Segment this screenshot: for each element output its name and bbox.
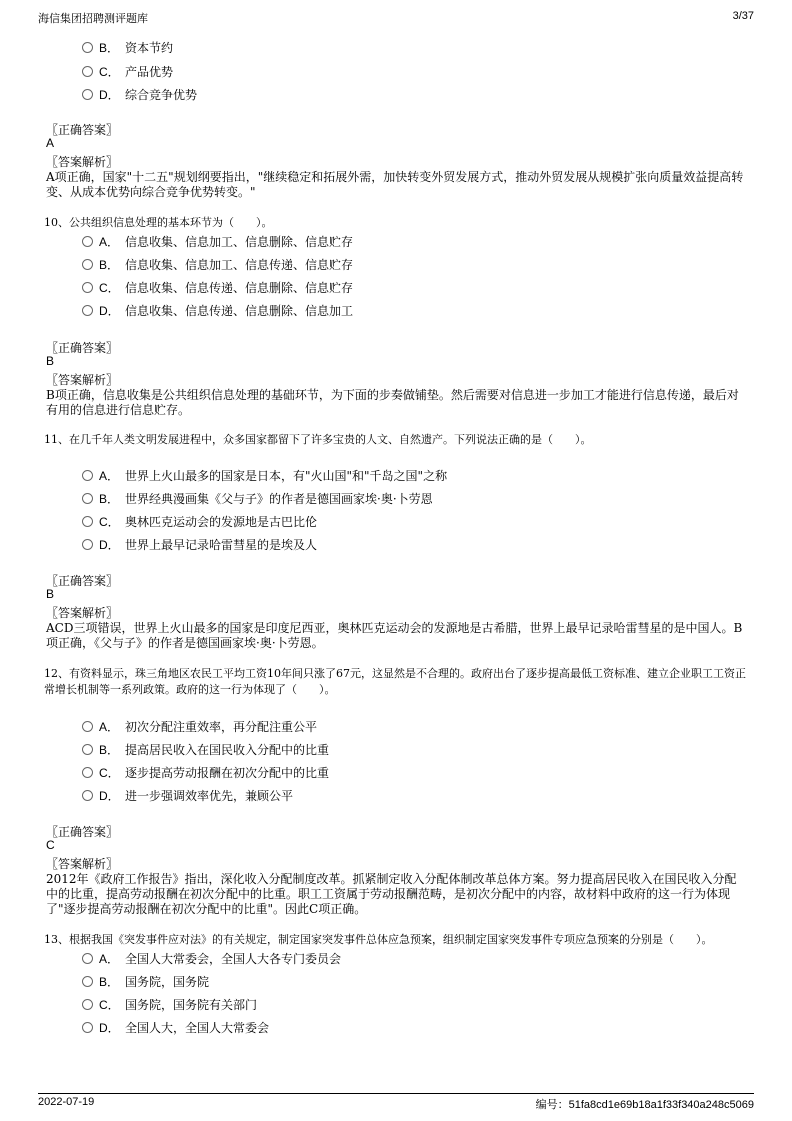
explain-text: A项正确，国家"十二五"规划纲要指出，"继续稳定和拓展外需，加快转变外贸发展方式，推动外贸发展从规模扩张向质量效益提高转变、从成本优势向综合竞争优势转变。": [46, 170, 744, 199]
radio-icon[interactable]: [82, 976, 93, 987]
radio-icon[interactable]: [82, 89, 93, 100]
explain-label: 〖答案解析〗: [46, 155, 119, 169]
option-b[interactable]: B． 提高居民收入在国民收入分配中的比重: [82, 739, 329, 759]
question-text: 12、有资料显示，珠三角地区农民工平均工资10年间只涨了67元，这显然是不合理的。政府出台了逐步提高最低工资标准、建立企业职工工资正常增长机制等一系列政策。政府的这一行为体现了（ ）。: [44, 667, 746, 696]
question-text: 13、根据我国《突发事件应对法》的有关规定，制定国家突发事件总体应急预案，组织制定国家突发事件专项应急预案的分别是（ ）。: [44, 933, 713, 946]
document-title: 海信集团招聘测评题库: [38, 12, 148, 25]
radio-icon[interactable]: [82, 470, 93, 481]
answer-value: B: [46, 354, 55, 368]
option-c[interactable]: C． 信息收集、信息传递、信息删除、信息贮存: [82, 277, 353, 297]
option-c[interactable]: C． 逐步提高劳动报酬在初次分配中的比重: [82, 762, 329, 782]
radio-icon[interactable]: [82, 493, 93, 504]
option-b[interactable]: B． 信息收集、信息加工、信息传递、信息贮存: [82, 254, 353, 274]
radio-icon[interactable]: [82, 999, 93, 1010]
explain-text: 2012年《政府工作报告》指出，深化收入分配制度改革。抓紧制定收入分配体制改革总体方案。努力提高居民收入在国民收入分配中的比重，提高劳动报酬在初次分配中的比重。职工工资属于劳动报酬范畴，是初次分配中的内容，故材料中政府的这一行为体现了"逐步提高劳动报酬在初次分配中的比重"。因此C项正确。: [46, 872, 737, 916]
option-a[interactable]: A． 世界上火山最多的国家是日本，有"火山国"和"千岛之国"之称: [82, 465, 447, 485]
footer-date: 2022-07-19: [38, 1096, 95, 1108]
answer-label: 〖正确答案〗: [46, 825, 119, 839]
option-c[interactable]: C． 产品优势: [82, 61, 173, 81]
question-text: 11、在几千年人类文明发展进程中，众多国家都留下了许多宝贵的人文、自然遗产。下列说法正确的是（ ）。: [44, 433, 592, 446]
explain-text: B项正确，信息收集是公共组织信息处理的基础环节，为下面的步奏做铺垫。然后需要对信息进一步加工才能进行信息传递，最后对有用的信息进行信息贮存。: [46, 388, 739, 417]
option-d[interactable]: D． 综合竞争优势: [82, 84, 197, 104]
option-c[interactable]: C． 国务院，国务院有关部门: [82, 994, 257, 1014]
radio-icon[interactable]: [82, 66, 93, 77]
option-b[interactable]: B． 国务院，国务院: [82, 971, 209, 991]
radio-icon[interactable]: [82, 790, 93, 801]
radio-icon[interactable]: [82, 953, 93, 964]
answer-value: C: [46, 838, 55, 852]
radio-icon[interactable]: [82, 516, 93, 527]
answer-value: A: [46, 136, 55, 150]
option-d[interactable]: D． 进一步强调效率优先，兼顾公平: [82, 785, 293, 805]
answer-label: 〖正确答案〗: [46, 123, 119, 137]
option-a[interactable]: A． 信息收集、信息加工、信息删除、信息贮存: [82, 231, 353, 251]
explain-label: 〖答案解析〗: [46, 606, 119, 620]
radio-icon[interactable]: [82, 236, 93, 247]
page-header: [38, 10, 754, 26]
option-c[interactable]: C． 奥林匹克运动会的发源地是古巴比伦: [82, 511, 317, 531]
page-number: 3/37: [732, 10, 754, 22]
explain-label: 〖答案解析〗: [46, 373, 119, 387]
option-d[interactable]: D． 全国人大，全国人大常委会: [82, 1017, 269, 1037]
radio-icon[interactable]: [82, 767, 93, 778]
option-b[interactable]: B． 资本节约: [82, 37, 173, 57]
option-d[interactable]: D． 信息收集、信息传递、信息删除、信息加工: [82, 300, 353, 320]
footer-code: 编号：51fa8cd1e69b18a1f33f340a248c5069: [535, 1099, 754, 1111]
explain-label: 〖答案解析〗: [46, 857, 119, 871]
answer-label: 〖正确答案〗: [46, 574, 119, 588]
radio-icon[interactable]: [82, 259, 93, 270]
radio-icon[interactable]: [82, 539, 93, 550]
option-a[interactable]: A． 初次分配注重效率，再分配注重公平: [82, 716, 317, 736]
answer-value: B: [46, 587, 55, 601]
radio-icon[interactable]: [82, 744, 93, 755]
radio-icon[interactable]: [82, 1022, 93, 1033]
option-d[interactable]: D． 世界上最早记录哈雷彗星的是埃及人: [82, 534, 317, 554]
question-text: 10、公共组织信息处理的基本环节为（ ）。: [44, 216, 273, 229]
radio-icon[interactable]: [82, 305, 93, 316]
radio-icon[interactable]: [82, 721, 93, 732]
option-b[interactable]: B． 世界经典漫画集《父与子》的作者是德国画家埃·奥·卜劳恩: [82, 488, 433, 508]
radio-icon[interactable]: [82, 42, 93, 53]
page-footer: [38, 1093, 754, 1112]
option-a[interactable]: A． 全国人大常委会，全国人大各专门委员会: [82, 948, 341, 968]
answer-label: 〖正确答案〗: [46, 341, 119, 355]
radio-icon[interactable]: [82, 282, 93, 293]
explain-text: ACD三项错误，世界上火山最多的国家是印度尼西亚，奥林匹克运动会的发源地是古希腊，世界上最早记录哈雷彗星的是中国人。B项正确，《父与子》的作者是德国画家埃·奥·卜劳恩。: [46, 621, 743, 650]
